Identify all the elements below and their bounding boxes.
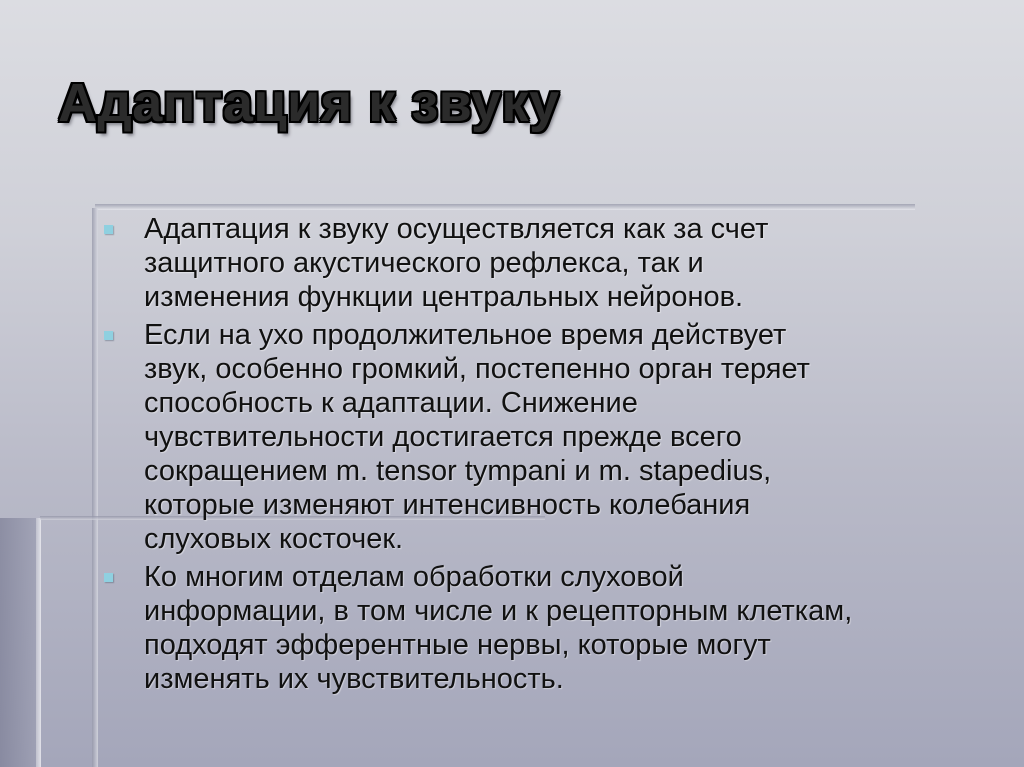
bullet-line: Если на ухо продолжительное время действует [144, 319, 787, 351]
bullet-line: сокращением m. tensor tympani и m. stapedius, [144, 455, 772, 487]
bullet-line: подходят эфферентные нервы, которые могут [144, 629, 771, 661]
decorative-left-block [0, 518, 40, 767]
square-bullet-icon [104, 331, 113, 340]
bullet-line: слуховых косточек. [144, 523, 404, 555]
decorative-left-line [36, 518, 41, 767]
bullet-line: изменять их чувствительность. [144, 663, 564, 695]
bullet-line: чувствительности достигается прежде всего [144, 421, 742, 453]
bullet-line: изменения функции центральных нейронов. [144, 281, 744, 313]
bullet-item [100, 560, 990, 696]
square-bullet-icon [104, 225, 113, 234]
bullet-line: способность к адаптации. Снижение [144, 387, 638, 419]
bullet-item [100, 212, 990, 314]
bullet-item [100, 318, 990, 556]
square-bullet-icon [104, 573, 113, 582]
bullet-line: защитного акустического рефлекса, так и [144, 247, 704, 279]
bullet-line: Адаптация к звуку осуществляется как за счет [144, 213, 769, 245]
slide-title: Адаптация к звуку [58, 73, 560, 133]
decorative-top-line [95, 204, 915, 210]
bullet-line: Ко многим отделам обработки слуховой [144, 561, 684, 593]
bullet-line: которые изменяют интенсивность колебания [144, 489, 751, 521]
bullet-line: информации, в том числе и к рецепторным клеткам, [144, 595, 853, 627]
bullet-line: звук, особенно громкий, постепенно орган теряет [144, 353, 810, 385]
decorative-vertical-line [92, 208, 98, 767]
bullet-list [100, 212, 990, 700]
